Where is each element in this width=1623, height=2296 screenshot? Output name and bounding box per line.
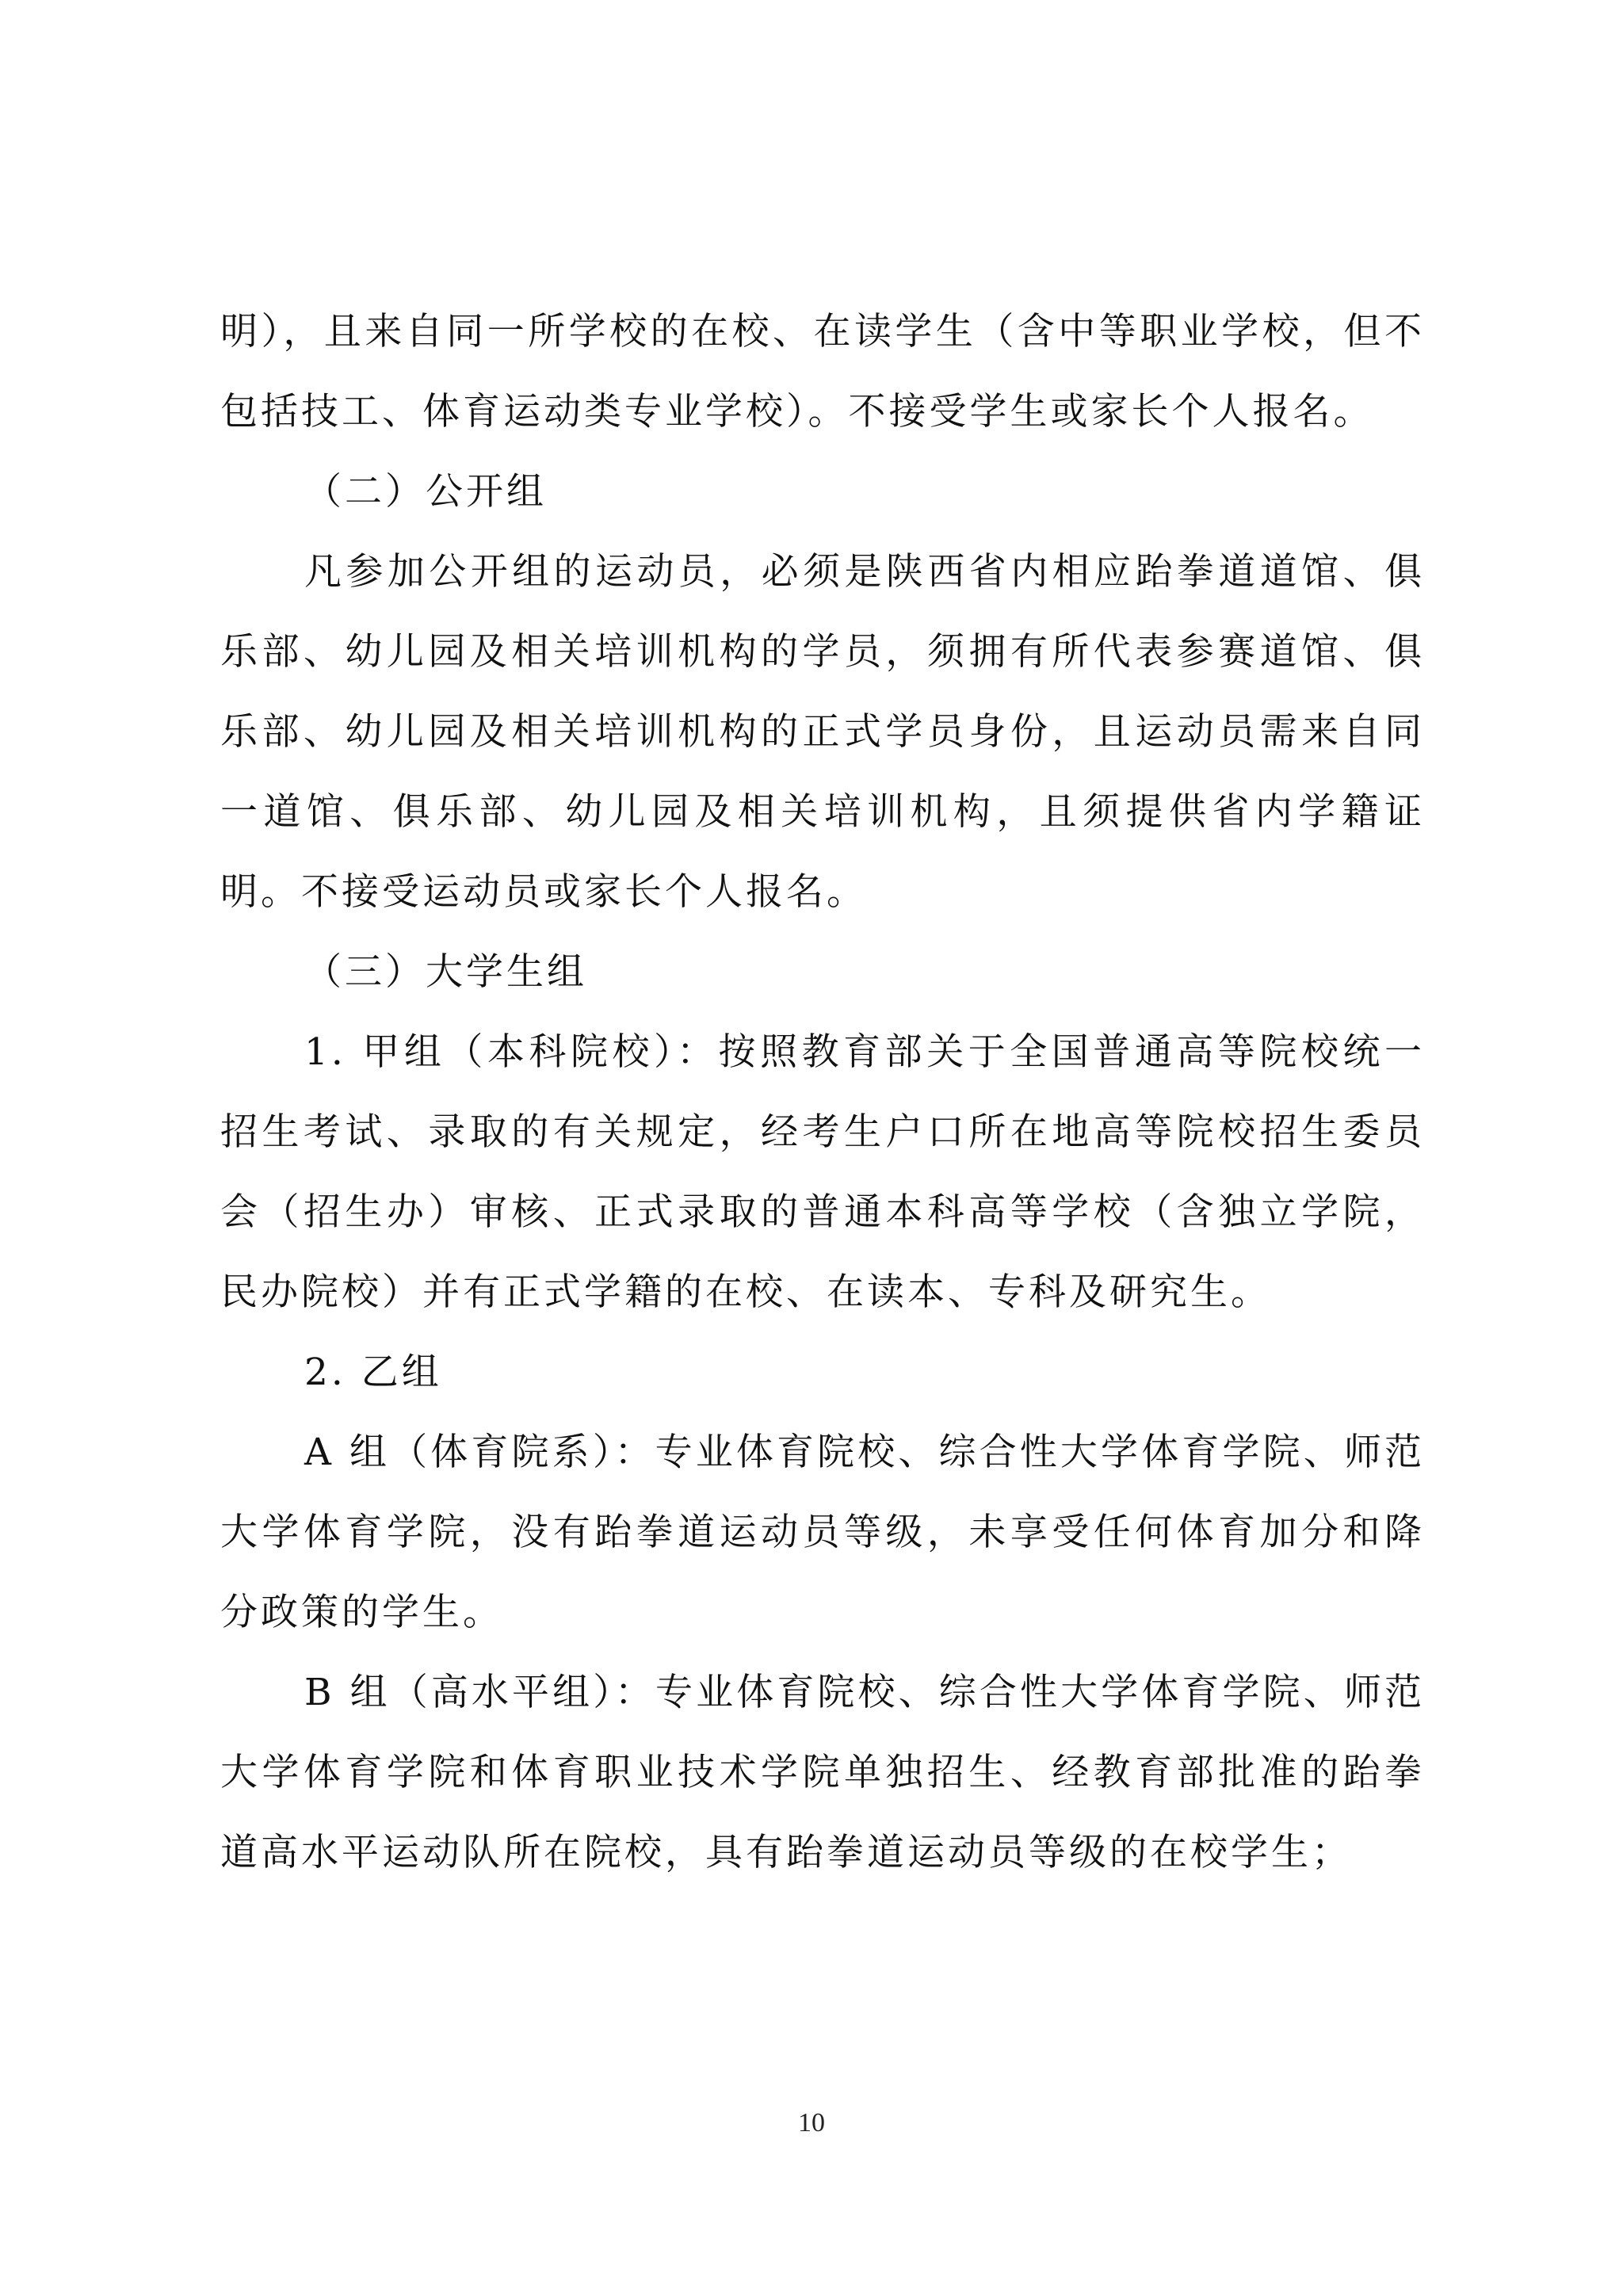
paragraph-group-a: 1. 甲组（本科院校）：按照教育部关于全国普通高等院校统一招生考试、录取的有关规定，经考生户口所在地高等院校招生委员会（招生办）审核、正式录取的普通本科高等学校（含独立学院，民办院校）并有正式学籍的在校、在读本、专科及研究生。 <box>220 1030 1425 1314</box>
heading-university-group: （三）大学生组 <box>304 950 587 994</box>
heading-group-b: 2. 乙组 <box>304 1350 442 1394</box>
paragraph-group-b-b: B 组（高水平组）：专业体育院校、综合性大学体育学院、师范大学体育学院和体育职业技术学院单独招生、经教育部批准的跆拳道高水平运动队所在院校，具有跆拳道运动员等级的在校学生； <box>220 1671 1425 1874</box>
page-number: 10 <box>798 2108 825 2137</box>
heading-open-group: （二）公开组 <box>304 470 547 514</box>
paragraph-group-b-a: A 组（体育院系）：专业体育院校、综合性大学体育学院、师范大学体育学院，没有跆拳道运动员等级，未享受任何体育加分和降分政策的学生。 <box>220 1431 1425 1634</box>
paragraph-open-group: 凡参加公开组的运动员，必须是陕西省内相应跆拳道道馆、俱乐部、幼儿园及相关培训机构的学员，须拥有所代表参赛道馆、俱乐部、幼儿园及相关培训机构的正式学员身份，且运动员需来自同一道馆、俱乐部、幼儿园及相关培训机构，且须提供省内学籍证明。不接受运动员或家长个人报名。 <box>220 550 1425 914</box>
document-body <box>220 292 1425 1893</box>
paragraph-eligibility-continued: 明），且来自同一所学校的在校、在读学生（含中等职业学校，但不包括技工、体育运动类专业学校）。不接受学生或家长个人报名。 <box>220 310 1425 434</box>
